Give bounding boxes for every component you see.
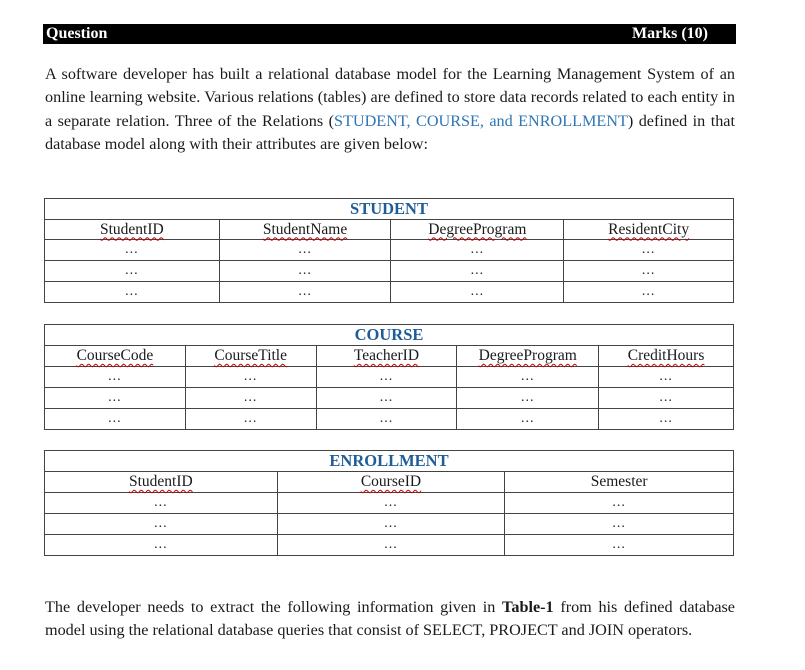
placeholder-cell: ... [185, 388, 316, 409]
table-row [45, 514, 734, 535]
placeholder-cell: ... [391, 240, 564, 261]
course-col-credithours: CreditHours [627, 347, 705, 364]
placeholder-cell: ... [564, 240, 734, 261]
placeholder-cell: ... [599, 409, 734, 430]
marks-label: Marks (10) [632, 25, 708, 42]
placeholder-cell: ... [45, 282, 220, 303]
placeholder-cell: ... [457, 409, 599, 430]
placeholder-cell: ... [277, 493, 505, 514]
intro-text-1: A software developer has built a relational database model for the Learning Management System of an online learning website. Various relations (tables) are defined to store data records related to each entity in a separate relation. Three of the Relations ( [45, 65, 735, 130]
student-col-studentname: StudentName [262, 220, 348, 238]
student-col-residentcity: ResidentCity [608, 220, 690, 238]
placeholder-cell: ... [45, 261, 220, 282]
placeholder-cell: ... [219, 240, 391, 261]
outro-text-2: from his defined database model using the relational database queries that consist of SELECT, PROJECT and JOIN operators. [45, 598, 735, 640]
placeholder-cell: ... [45, 409, 186, 430]
table-row [45, 493, 734, 514]
student-table [44, 198, 734, 303]
placeholder-cell: ... [316, 367, 457, 388]
intro-paragraph [45, 63, 735, 157]
placeholder-cell: ... [505, 514, 734, 535]
placeholder-cell: ... [45, 535, 278, 556]
enrollment-table-title: ENROLLMENT [45, 451, 734, 472]
placeholder-cell: ... [185, 367, 316, 388]
relation-names: STUDENT, COURSE, and ENROLLMENT [334, 111, 628, 130]
student-col-studentid: StudentID [99, 220, 164, 238]
course-table-title: COURSE [45, 325, 734, 346]
placeholder-cell: ... [45, 240, 220, 261]
placeholder-cell: ... [45, 514, 278, 535]
placeholder-cell: ... [599, 367, 734, 388]
course-table [44, 324, 734, 430]
course-col-coursecode: CourseCode [76, 347, 154, 364]
table-row [45, 261, 734, 282]
placeholder-cell: ... [45, 388, 186, 409]
table-row [45, 535, 734, 556]
table-row [45, 240, 734, 261]
placeholder-cell: ... [219, 282, 391, 303]
placeholder-cell: ... [505, 535, 734, 556]
placeholder-cell: ... [316, 388, 457, 409]
placeholder-cell: ... [457, 367, 599, 388]
student-table-title: STUDENT [45, 199, 734, 220]
placeholder-cell: ... [45, 367, 186, 388]
placeholder-cell: ... [45, 493, 278, 514]
table-row [45, 409, 734, 430]
placeholder-cell: ... [457, 388, 599, 409]
course-col-degreeprogram: DegreeProgram [478, 347, 577, 364]
enrollment-col-courseid: CourseID [360, 473, 422, 490]
enrollment-col-studentid: StudentID [128, 473, 193, 490]
intro-text-2: ) defined in that database model along with their attributes are given below: [45, 111, 735, 154]
course-col-teacherid: TeacherID [353, 347, 420, 364]
table-reference: Table-1 [502, 598, 554, 616]
table-row [45, 282, 734, 303]
placeholder-cell: ... [564, 261, 734, 282]
enrollment-col-semester: Semester [590, 473, 648, 490]
placeholder-cell: ... [277, 535, 505, 556]
placeholder-cell: ... [185, 409, 316, 430]
outro-paragraph [45, 596, 735, 643]
question-label: Question [46, 25, 108, 42]
placeholder-cell: ... [564, 282, 734, 303]
question-header [43, 24, 736, 44]
outro-text-1: The developer needs to extract the following information given in [45, 598, 503, 616]
table-row [45, 367, 734, 388]
placeholder-cell: ... [391, 282, 564, 303]
placeholder-cell: ... [505, 493, 734, 514]
placeholder-cell: ... [599, 388, 734, 409]
placeholder-cell: ... [219, 261, 391, 282]
enrollment-table [44, 450, 734, 556]
placeholder-cell: ... [316, 409, 457, 430]
table-row [45, 388, 734, 409]
course-col-coursetitle: CourseTitle [214, 347, 287, 364]
placeholder-cell: ... [391, 261, 564, 282]
placeholder-cell: ... [277, 514, 505, 535]
student-col-degreeprogram: DegreeProgram [428, 220, 527, 238]
